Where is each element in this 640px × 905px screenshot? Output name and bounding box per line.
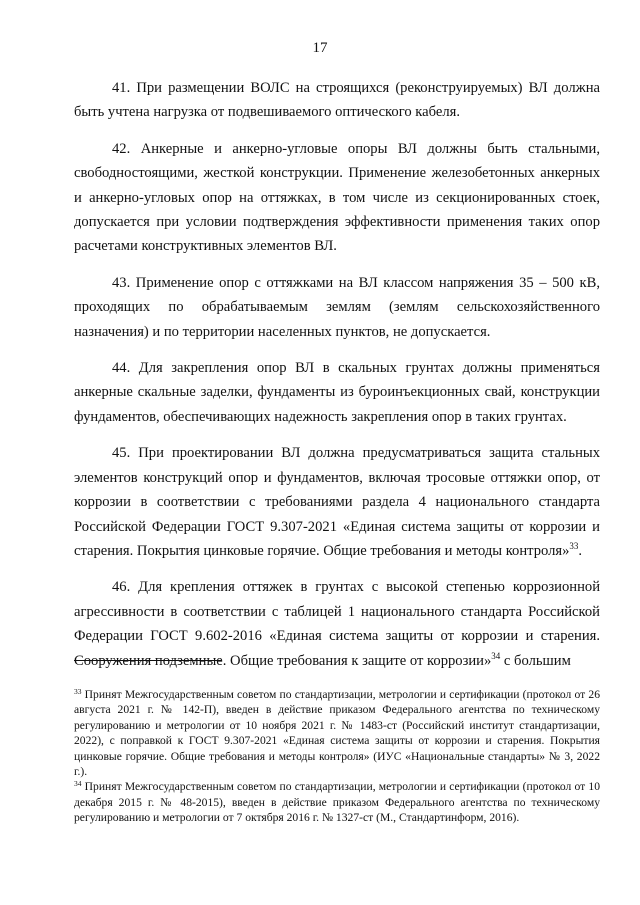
footnote-text: Принят Межгосударственным советом по стандартизации, метрологии и сертификации (протокол от 26 августа 2021 г. № 142-П), введен в действие приказом Федерального агентства по техническому регулированию и метрологии от 10 ноября 2021 г. № 1483-ст (Российский институт стандартизации, 2022), с поправкой к ГОСТ 9.307-2021 «Единая система защиты от коррозии и старения. Покрытия цинковые горячие. Общие требования и методы контроля» (ИУС «Национальные стандарты» № 3, 2022 г.). xyxy=(74,688,600,779)
paragraph-46 xyxy=(74,575,600,673)
paragraph-44 xyxy=(74,356,600,429)
paragraph-43 xyxy=(74,271,600,344)
footnote-34 xyxy=(74,779,600,825)
paragraph-text: 41. При размещении ВОЛС на строящихся (реконструируемых) ВЛ должна быть учтена нагрузка от подвешиваемого оптического кабеля. xyxy=(74,80,600,121)
paragraph-text: 45. При проектировании ВЛ должна предусматриваться защита стальных элементов конструкций опор и фундаментов, включая тросовые оттяжки опор, от коррозии в соответствии с требованиями раздела 4 национального стандарта Российской Федерации ГОСТ 9.307-2021 «Единая система защиты от коррозии и старения. Покрытия цинковые горячие. Общие требования и методы контроля» xyxy=(74,445,600,559)
footnote-text: Принят Межгосударственным советом по стандартизации, метрологии и сертификации (протокол от 10 декабря 2015 г. № 48-2015), введен в действие приказом Федерального агентства по техническому регулированию и метрологии от 7 октября 2016 г. № 1327-ст (М., Стандартинформ, 2016). xyxy=(74,780,600,825)
paragraph-text: 42. Анкерные и анкерно-угловые опоры ВЛ должны быть стальными, свободностоящими, жесткой конструкции. Применение железобетонных анкерных и анкерно-угловых опор на оттяжках, в том числе из секционированных стоек, допускается при условии подтверждения эффективности применения таких опор расчетами конструктивных элементов ВЛ. xyxy=(74,140,600,255)
footnote-33 xyxy=(74,687,600,779)
footnote-mark: 34 xyxy=(74,779,82,789)
page-number: 17 xyxy=(312,40,328,56)
footnote-reference: 34 xyxy=(491,650,501,661)
paragraph-41 xyxy=(74,76,600,125)
footnote-separator xyxy=(74,660,222,661)
paragraph-text: 44. Для закрепления опор ВЛ в скальных грунтах должны применяться анкерные скальные заделки, фундаменты из буроинъекционных свай, конструкции фундаментов, обеспечивающих надежность закрепления опор в таких грунтах. xyxy=(74,360,600,425)
footnotes xyxy=(74,687,600,826)
main-text xyxy=(74,76,600,685)
paragraph-text: 43. Применение опор с оттяжками на ВЛ классом напряжения 35 – 500 кВ, проходящих по обрабатываемым землям (землям сельскохозяйственного назначения) и по территории населенных пунктов, не допускается. xyxy=(74,274,600,340)
paragraph-text-end: с большим xyxy=(500,652,571,669)
paragraph-45 xyxy=(74,441,600,563)
paragraph-text-end: . xyxy=(578,542,583,559)
paragraph-text: 46. Для крепления оттяжек в грунтах с высокой степенью коррозионной агрессивности в соответствии с таблицей 1 национального стандарта Российской Федерации ГОСТ 9.602-2016 «Единая система защиты от коррозии и старения. Сооружения подземные. Общие требования к защите от коррозии» xyxy=(74,579,600,669)
footnote-mark: 33 xyxy=(74,687,82,696)
footnote-reference: 33 xyxy=(569,540,579,551)
paragraph-42 xyxy=(74,137,600,259)
